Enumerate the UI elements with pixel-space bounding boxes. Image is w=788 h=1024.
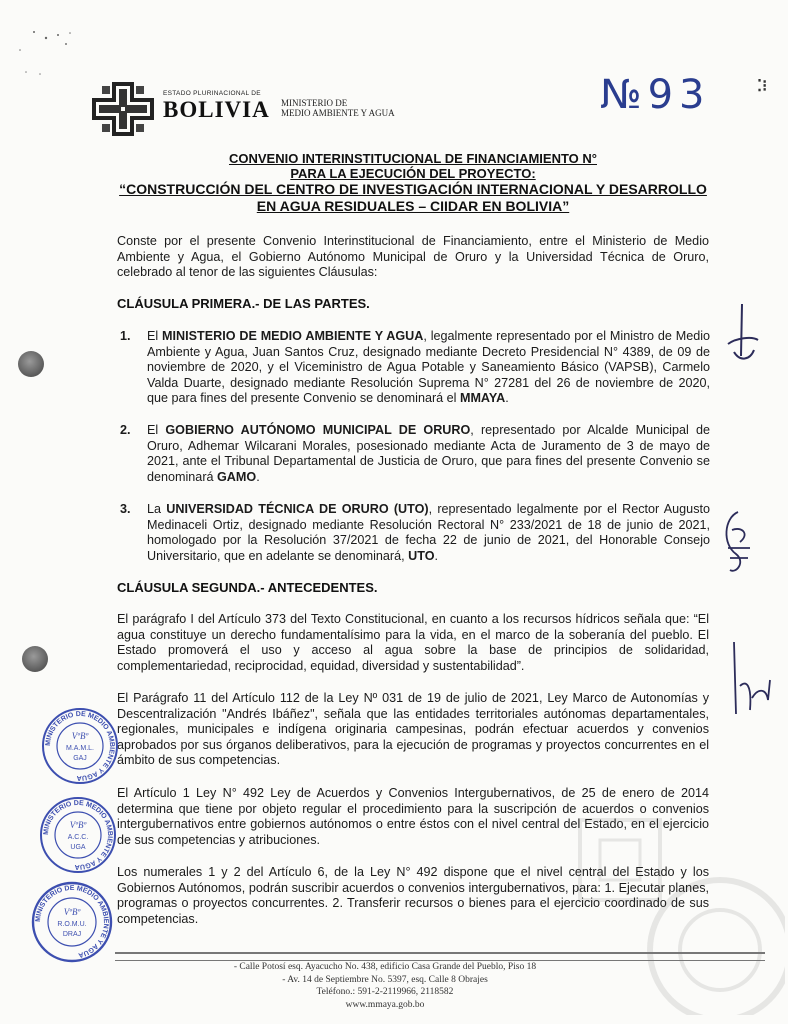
clause-2-heading: CLÁUSULA SEGUNDA.- ANTECEDENTES. <box>117 580 378 595</box>
header-estado: ESTADO PLURINACIONAL DE <box>163 90 261 97</box>
svg-text:R.O.M.U.: R.O.M.U. <box>57 921 87 928</box>
scan-specks <box>0 0 80 80</box>
svg-text:UGA: UGA <box>70 844 86 851</box>
document-number: №93 <box>600 72 711 118</box>
background-paragraph-1: El parágrafo I del Artículo 373 del Texto Constitucional, en cuanto a los recursos hídricos señala que: “El agua constituye un derecho fundamentalísimo para la vida, en el marco de la soberanía del pueblo. El Estado promoverá el uso y acceso al agua sobre la base de principios de solidaridad, complementariedad, reciprocidad, equidad, diversidad y sustentabilidad”. <box>117 612 709 673</box>
svg-text:MINISTERIO DE MEDIO AMBIENTE Y: MINISTERIO DE MEDIO AMBIENTE Y AGUA <box>44 710 116 782</box>
document-page: ESTADO PLURINACIONAL DE BOLIVIA MINISTERIO DE MEDIO AMBIENTE Y AGUA №93 ⁚⁝ CONVENIO INTERINSTITUCIONAL DE FINANCIAMIENTO N° PARA LA EJECUCIÓN DEL PROYECTO: “CONSTRUCCIÓN DEL CENTRO DE INVESTIGACIÓN INTERNACIONAL Y DESARROLLO EN AGUA RESIDUALES – CIIDAR EN BOLIVIA” Conste por el presente Convenio Interinstitucional de Financiamiento, entre el Ministerio de Medio Ambiente y Agua, el Gobierno Autónomo Municipal de Oruro y la Universidad Técnica de Oruro, celebrado al tenor de las siguientes Cláusulas: CLÁUSULA PRIMERA.- DE LAS PARTES. 1. El MINISTERIO DE MEDIO AMBIENTE Y AGUA, legalmente representado por el Ministro de Medio Ambiente y Agua, Juan Santos Cruz, designado mediante Decreto Presidencial N° 4389, de 09 de noviembre de 2020, y el Viceministro de Agua Potable y Saneamiento Básico (VAPSB), Carmelo Valda Duarte, designado mediante Resolución Suprema N° 27281 del 26 de noviembre de 2020, que para fines del presente Convenio se denominará el MMAYA. 2. El GOBIERNO AUTÓNOMO MUNICIPAL DE ORURO, representado por Alcalde Municipal de Oruro, Adhemar Wilcarani Morales, posesionado mediante Acta de Juramento de 3 de mayo de 2021, ante el Tribunal Departamental de Justicia de Oruro, que para fines del presente Convenio se denominará GAMO. 3. La UNIVERSIDAD TÉCNICA DE ORURO (UTO), representado legalmente por el Rector Augusto Medinaceli Ortiz, designado mediante Resolución Rectoral N° 233/2021 de 18 de junio de 2021, homologado por la Resolución 37/2021 de fecha 22 de junio de 2021, del Honorable Consejo Universitario, que en adelante se denominará, UTO. CLÁUSULA SEGUNDA.- ANTECEDENTES. El parágrafo I del Artículo 373 del Texto Constitucional, en cuanto a los recursos hídricos señala que: “El agua constituye un derecho fundamentalísimo para la vida, en el marco de la soberanía del pueblo. El Estado promoverá el uso y acceso al agua sobre la base de principios de solidaridad, complementariedad, reciprocidad, equidad, diversidad y sustentabilidad”. El Parágrafo 11 del Artículo 112 de la Ley Nº 031 de 19 de julio de 2021, Ley Marco de Autonomías y Descentralización "Andrés Ibáñez", señala que las entidades territoriales autónomas departamentales, regionales, municipales e indígena originaria campesinas, podrán efectuar acuerdos y convenios aprobados por sus órganos deliberativos, para la ejecución de programas y proyectos concurrentes en el ámbito de sus competencias. El Artículo 1 Ley N° 492 Ley de Acuerdos y Convenios Intergubernativos, de 25 de enero de 2014 determina que tiene por objeto regular el procedimiento para la suscripción de acuerdos o convenios intergubernativos entre gobiernos autónomos o entre éstos con el nivel central del Estado, en el ejercicio de sus competencias y atribuciones. Los numerales 1 y 2 del Artículo 6, de la Ley N° 492 dispone que el nivel central del Estado y los Gobiernos Autónomos, podrán suscribir acuerdos o convenios intergubernativos, para: 1. Ejecutar planes, programas o proyectos concurrentes. 2. Transferir recursos o bienes para el ejercicio coordinado de sus competencias. MINISTERIO DE MEDIO AMBIENTE Y AGUA VºBº M.A.M.L. GAJ MINISTERIO DE MEDIO AMBIENTE Y AGUA VºBº A.C.C. UGA MINISTERIO DE MEDIO AMBIENTE Y AGUA VºBº R.O.M.U. DRAJ - Calle Potosí esq. Ayacucho No. 438, edificio Casa Grande del Pueblo, Piso 18 - Av. 14 de Septiembre No. 5397, esq. Calle 8 Obrajes Teléfono.: 591-2-2119966, 2118582 www.mmaya.gob.bo <box>0 0 788 1024</box>
background-paragraph-2: El Parágrafo 11 del Artículo 112 de la Ley Nº 031 de 19 de julio de 2021, Ley Marco de Autonomías y Descentralización "Andrés Ibáñez", señala que las entidades territoriales autónomas departamentales, regionales, municipales e indígena originaria campesinas, podrán efectuar acuerdos y convenios aprobados por sus órganos deliberativos, para la ejecución de programas y proyectos concurrentes en el ámbito de sus competencias. <box>117 691 709 768</box>
corner-mark-icon: ⁚⁝ <box>757 78 768 95</box>
intro-paragraph: Conste por el presente Convenio Interinstitucional de Financiamiento, entre el Ministerio de Medio Ambiente y Agua, el Gobierno Autónomo Municipal de Oruro y la Universidad Técnica de Oruro, celebrado al tenor de las siguientes Cláusulas: <box>117 234 709 280</box>
approval-stamp-3 <box>30 880 114 964</box>
title-line-2: PARA LA EJECUCIÓN DEL PROYECTO: <box>290 166 536 181</box>
punch-hole-icon <box>22 646 48 672</box>
svg-text:A.C.C.: A.C.C. <box>67 834 89 841</box>
approval-stamp-2 <box>38 795 118 875</box>
footer-line-1: - Calle Potosí esq. Ayacucho No. 438, edificio Casa Grande del Pueblo, Piso 18 <box>233 962 537 972</box>
svg-text:VºBº: VºBº <box>69 820 87 830</box>
margin-initial-signature-icon <box>726 640 776 720</box>
svg-text:VºBº: VºBº <box>71 731 89 741</box>
header-country: BOLIVIA <box>163 97 270 122</box>
footer-address <box>190 961 580 1011</box>
bolivia-coat-of-arms-icon <box>90 80 156 138</box>
title-line-3: “CONSTRUCCIÓN DEL CENTRO DE INVESTIGACIÓN INTERNACIONAL Y DESARROLLO <box>119 181 707 197</box>
svg-text:VºBº: VºBº <box>63 907 81 917</box>
background-paragraph-4: Los numerales 1 y 2 del Artículo 6, de la Ley N° 492 dispone que el nivel central del Estado y los Gobiernos Autónomos, podrán suscribir acuerdos o convenios intergubernativos, para: 1. Ejecutar planes, programas o proyectos concurrentes. 2. Transferir recursos o bienes para el ejercicio coordinado de sus competencias. <box>117 865 709 926</box>
footer-divider <box>115 952 765 961</box>
background-watermark-icon <box>570 800 785 1015</box>
title-line-4: EN AGUA RESIDUALES – CIIDAR EN BOLIVIA” <box>256 198 570 214</box>
footer-website: www.mmaya.gob.bo <box>345 999 425 1010</box>
svg-text:MINISTERIO DE MEDIO AMBIENTE Y: MINISTERIO DE MEDIO AMBIENTE Y AGUA <box>34 884 110 959</box>
background-paragraph-3: El Artículo 1 Ley N° 492 Ley de Acuerdos y Convenios Intergubernativos, de 25 de enero de 2014 determina que tiene por objeto regular el procedimiento para la suscripción de acuerdos o convenios intergubernativos entre gobiernos autónomos o entre éstos con el nivel central del Estado, en el ejercicio de sus competencias y atribuciones. <box>117 786 709 847</box>
margin-initial-signature-icon <box>724 300 764 370</box>
punch-hole-icon <box>18 351 44 377</box>
svg-text:MINISTERIO DE MEDIO AMBIENTE Y: MINISTERIO DE MEDIO AMBIENTE Y AGUA <box>42 799 114 871</box>
header-ministry: MINISTERIO DE MEDIO AMBIENTE Y AGUA <box>281 98 395 118</box>
footer-line-3: Teléfono.: 591-2-2119966, 2118582 <box>316 987 454 997</box>
svg-text:GAJ: GAJ <box>73 755 87 762</box>
svg-text:M.A.M.L.: M.A.M.L. <box>65 745 95 752</box>
approval-stamp-1 <box>40 706 120 786</box>
footer-line-2: - Av. 14 de Septiembre No. 5397, esq. Calle 8 Obrajes <box>282 974 488 985</box>
svg-text:DRAJ: DRAJ <box>62 931 82 938</box>
title-line-1: CONVENIO INTERINSTITUCIONAL DE FINANCIAMIENTO N° <box>228 151 597 166</box>
margin-initial-signature-icon <box>716 508 760 590</box>
clause-1-heading: CLÁUSULA PRIMERA.- DE LAS PARTES. <box>117 296 370 311</box>
